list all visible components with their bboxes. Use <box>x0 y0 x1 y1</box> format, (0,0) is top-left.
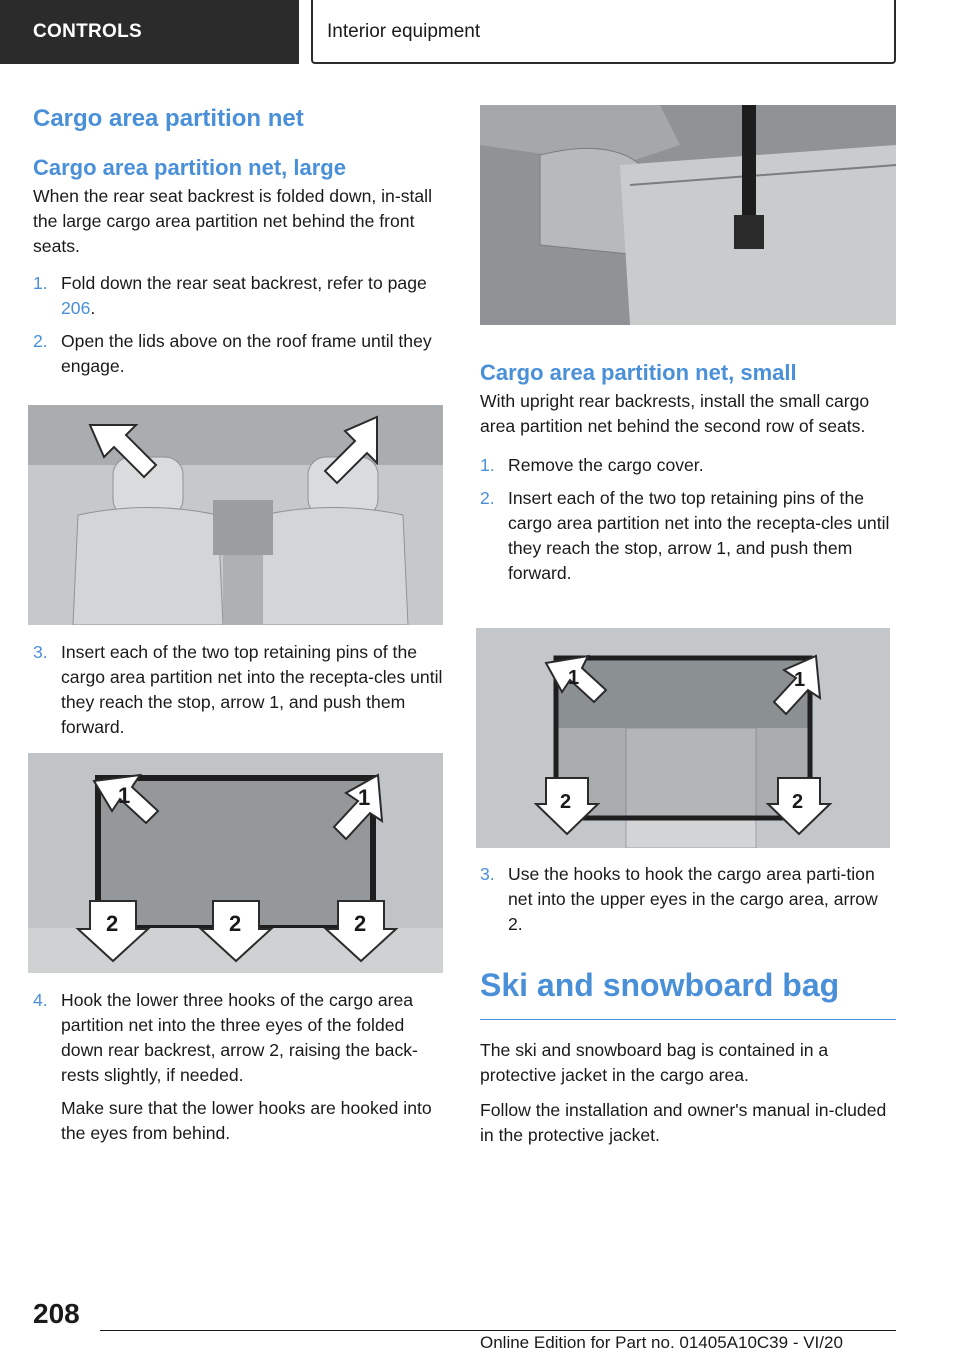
step-number: 2. <box>480 488 495 508</box>
step-text-end: . <box>90 298 96 318</box>
arrow-label: 2 <box>229 911 242 936</box>
step-text: Insert each of the two top retaining pins of the cargo area partition net into the recepta-cles until they reach the stop, arrow 1, and push them forward. <box>508 488 890 583</box>
step-text: Insert each of the two top retaining pins of the cargo area partition net into the recepta-cles until they reach the stop, arrow 1, and push them forward. <box>61 642 443 737</box>
step-text: Fold down the rear seat backrest, refer to page <box>61 273 427 293</box>
step-number: 1. <box>480 455 495 475</box>
left-column-steps <box>33 640 445 740</box>
step-text: Use the hooks to hook the cargo area parti-tion net into the upper eyes in the cargo area, arrow 2. <box>508 864 878 934</box>
step-item <box>33 640 445 740</box>
ski-bag-title: Ski and snowboard bag <box>480 963 896 1020</box>
step-number: 3. <box>33 642 48 662</box>
page-number: 208 <box>33 1298 80 1329</box>
arrow-label: 2 <box>560 791 572 813</box>
intro-paragraph: When the rear seat backrest is folded down, in-stall the large cargo area partition net behind the front seats. <box>33 186 432 256</box>
right-column-lower <box>480 862 896 1148</box>
section-title: Cargo area partition net <box>33 105 304 132</box>
header-section-label: CONTROLS <box>0 0 299 64</box>
step-item <box>33 329 445 379</box>
arrow-label: 2 <box>106 911 119 936</box>
step-item <box>480 453 896 478</box>
arrow-label: 1 <box>794 669 806 691</box>
step-item <box>33 271 445 321</box>
header-chapter-label: Interior equipment <box>311 0 896 64</box>
footer-divider <box>100 1330 896 1331</box>
intro-paragraph-small: With upright rear backrests, install the small cargo area partition net behind the second row of seats. <box>480 391 870 436</box>
step-item <box>33 988 445 1088</box>
footer-edition: Online Edition for Part no. 01405A10C39 - VI/20 <box>480 1333 843 1352</box>
subsection-title-small: Cargo area partition net, small <box>480 360 797 385</box>
figure-cargo-lid <box>480 105 896 325</box>
figure-small-net <box>476 628 890 848</box>
left-column-final <box>33 988 445 1146</box>
left-column <box>33 100 445 379</box>
step-text: Open the lids above on the roof frame until they engage. <box>61 331 432 376</box>
note-paragraph: Make sure that the lower hooks are hooked into the eyes from behind. <box>61 1098 432 1143</box>
step-item <box>480 862 896 937</box>
figure-large-net <box>28 753 443 973</box>
ski-paragraph-1: The ski and snowboard bag is contained in a protective jacket in the cargo area. <box>480 1040 829 1085</box>
step-number: 1. <box>33 273 48 293</box>
right-column <box>480 357 896 586</box>
arrow-label: 1 <box>568 667 580 689</box>
figure-front-seats <box>28 405 443 625</box>
subsection-title-large: Cargo area partition net, large <box>33 155 346 180</box>
step-number: 4. <box>33 990 48 1010</box>
step-number: 2. <box>33 331 48 351</box>
ski-paragraph-2: Follow the installation and owner's manual in-cluded in the protective jacket. <box>480 1100 887 1145</box>
arrow-label: 2 <box>354 911 367 936</box>
step-text: Hook the lower three hooks of the cargo area partition net into the three eyes of the folded down rear backrest, arrow 2, raising the back-rests slightly, if needed. <box>61 990 418 1085</box>
arrow-label: 1 <box>118 783 131 808</box>
step-text: Remove the cargo cover. <box>508 455 704 475</box>
arrow-label: 2 <box>792 791 804 813</box>
arrow-label: 1 <box>358 785 371 810</box>
step-number: 3. <box>480 864 495 884</box>
step-item <box>480 486 896 586</box>
page-link[interactable]: 206 <box>61 298 91 318</box>
